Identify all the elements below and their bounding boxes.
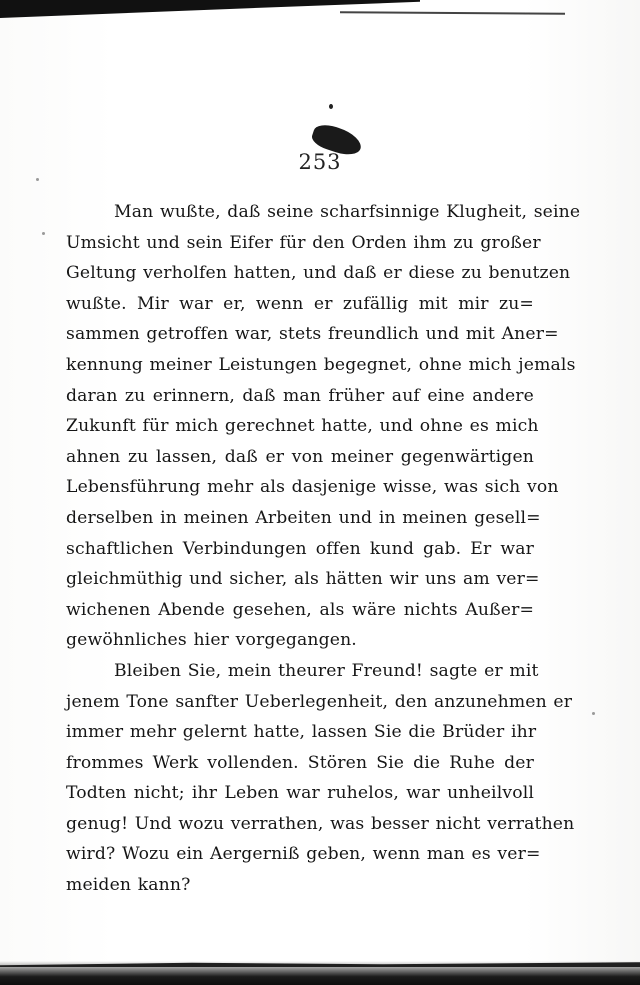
text-line: jenem Tone sanfter Ueberlegenheit, den anzunehmen er — [66, 691, 573, 712]
body-text — [66, 197, 581, 901]
page-number: 253 — [298, 150, 342, 174]
text-line: schaftlichen Verbindungen offen kund gab. Er war — [66, 538, 534, 559]
text-line: wichenen Abende gesehen, als wäre nichts Außer= — [66, 599, 534, 620]
text-line: immer mehr gelernt hatte, lassen Sie die Brüder ihr — [66, 722, 537, 743]
text-line: Geltung verholfen hatten, und daß er diese zu benutzen — [66, 263, 571, 284]
text-line: Lebensführung mehr als dasjenige wisse, was sich von — [66, 477, 559, 498]
text-line: wird? Wozu ein Aergerniß geben, wenn man es ver= — [66, 844, 541, 865]
scan-speck — [42, 232, 45, 235]
text-line: gleichmüthig und sicher, als hätten wir uns am ver= — [66, 569, 540, 590]
scan-speck — [36, 178, 39, 181]
page-top-edge-shadow — [0, 0, 420, 18]
text-line: sammen getroffen war, stets freundlich und mit Aner= — [66, 324, 559, 345]
text-line: Umsicht und sein Eifer für den Orden ihm zu großer — [66, 232, 541, 253]
text-line: genug! Und wozu verrathen, was besser nicht verrathen — [66, 813, 575, 834]
text-line: derselben in meinen Arbeiten und in meinen gesell= — [66, 507, 541, 528]
scan-speck — [592, 712, 595, 715]
text-line: kennung meiner Leistungen begegnet, ohne mich jemals — [66, 354, 576, 375]
page-top-rule — [340, 11, 565, 15]
text-line: daran zu erinnern, daß man früher auf eine andere — [66, 385, 534, 406]
text-line: frommes Werk vollenden. Stören Sie die Ruhe der — [66, 752, 534, 773]
text-line: Todten nicht; ihr Leben war ruhelos, war unheilvoll — [66, 783, 534, 804]
text-line: ahnen zu lassen, daß er von meiner gegenwärtigen — [66, 446, 534, 467]
page-bottom-edge — [0, 961, 640, 985]
text-line: gewöhnliches hier vorgegangen. — [66, 630, 357, 651]
ink-dot-mark — [329, 104, 333, 109]
text-line: meiden kann? — [66, 875, 191, 896]
text-line: Bleiben Sie, mein theurer Freund! sagte er mit — [114, 660, 539, 681]
text-line: wußte. Mir war er, wenn er zufällig mit mir zu= — [66, 293, 534, 314]
text-line: Zukunft für mich gerechnet hatte, und ohne es mich — [66, 416, 539, 437]
text-line: Man wußte, daß seine scharfsinnige Klugheit, seine — [114, 202, 581, 222]
